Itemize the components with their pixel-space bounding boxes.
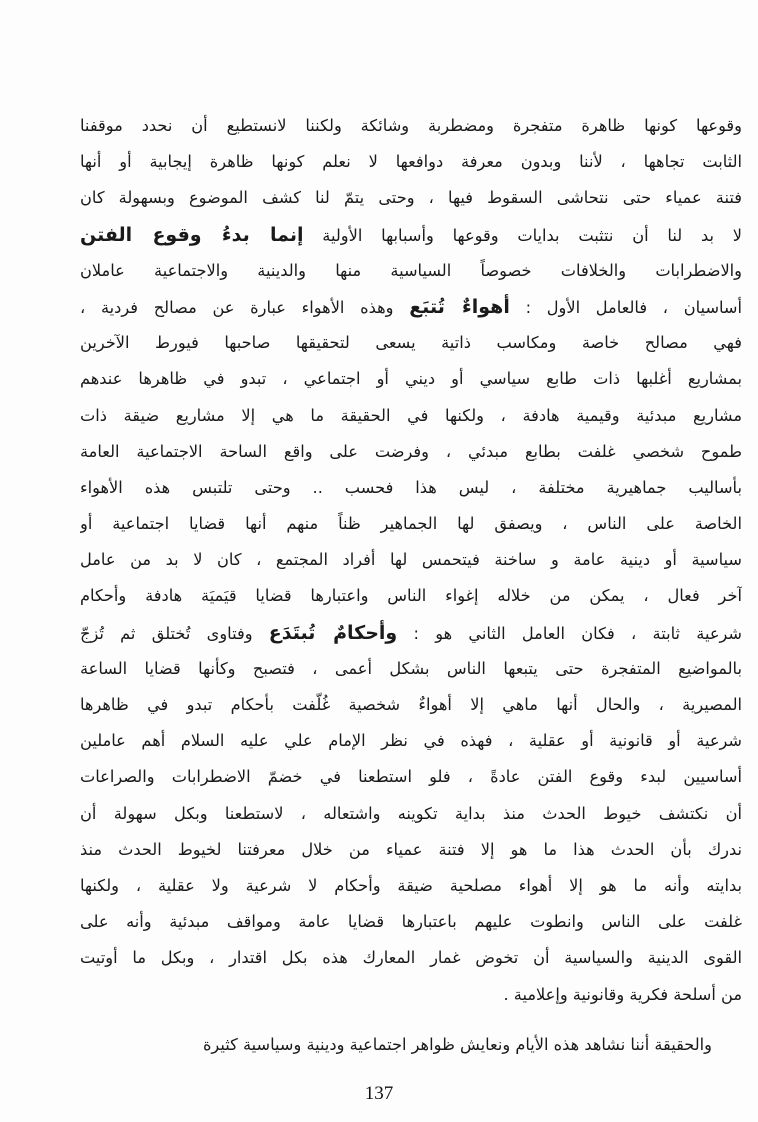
text-line: غلفت على الناس وانطوت عليهم باعتبارها قضايا عامة ومواقف مبدئية وأنه على	[80, 912, 742, 932]
text-line: الثابت تجاهها ، لأننا وبدون معرفة دوافعها لا نعلم كونها ظاهرة إيجابية أو أنها	[80, 152, 742, 172]
text-run: وفتاوى تُختلق ثم تُزجّ	[80, 623, 269, 643]
text-line	[80, 217, 742, 253]
text-line: بالمواضيع المتفجرة حتى يتبعها الناس بشكل أعمى ، فتصبح وكأنها قضايا الساعة	[80, 658, 742, 678]
emphasized-phrase: وأحكامٌ تُبتَدَع	[268, 621, 398, 644]
text-run: وهذه الأهواء عبارة عن مصالح فردية ،	[80, 297, 410, 317]
text-line: أن نكتشف خيوط الحدث منذ بداية تكوينه واشتعاله ، لاستطعنا وبكل سهولة أن	[80, 803, 742, 823]
paragraph	[80, 1027, 742, 1063]
text-run: أساسيان ، فالعامل الأول :	[509, 297, 742, 317]
paragraph	[80, 108, 742, 1013]
text-line: شرعية أو قانونية أو عقلية ، فهذه في نظر الإمام علي عليه السلام أهم عاملين	[80, 731, 742, 751]
text-line: مشاريع مبدئية وقيمية هادفة ، ولكنها في الحقيقة ما هي إلا مشاريع ضيقة ذات	[80, 405, 742, 425]
text-line: بمشاريع أغلبها ذات طابع سياسي أو ديني أو اجتماعي ، تبدو في ظاهرها عندهم	[80, 369, 742, 389]
text-line	[80, 615, 742, 651]
page-body	[80, 108, 742, 1063]
text-line: من أسلحة فكرية وقانونية وإعلامية .	[503, 984, 742, 1004]
text-line: طموح شخصي غلفت بطابع مبدئي ، وفرضت على واقع الساحة الاجتماعية العامة	[80, 441, 742, 461]
text-line: والحقيقة أننا نشاهد هذه الأيام ونعايش ظواهر اجتماعية ودينية وسياسية كثيرة	[202, 1034, 712, 1054]
text-line: سياسية أو دينية عامة و ساخنة فيتحمس لها أفراد المجتمع ، كان لا بد من عامل	[80, 550, 742, 570]
text-line: والاضطرابات والخلافات خصوصاً السياسية منها والدينية والاجتماعية عاملان	[80, 260, 742, 280]
emphasized-phrase: إنما بدءُ وقوع الفتن	[80, 223, 304, 246]
text-line: أساسيين لبدء وقوع الفتن عادةً ، فلو استطعنا في خضمّ الاضطرابات والصراعات	[80, 767, 742, 787]
text-line: بأساليب جماهيرية مختلفة ، ليس هذا فحسب .. وحتى تلتبس هذه الأهواء	[80, 477, 742, 497]
text-line: ندرك بأن الحدث هذا ما هو إلا فتنة عمياء من خلال معرفتنا لخيوط الحدث منذ	[80, 839, 742, 859]
paragraph-gap	[80, 1013, 742, 1027]
text-line: بدايته وأنه ما هو إلا أهواء مصلحية ضيقة وأحكام لا شرعية ولا عقلية ، ولكنها	[80, 875, 742, 895]
text-line: وقوعها كونها ظاهرة متفجرة ومضطربة وشائكة ولكننا لانستطيع أن نحدد موقفنا	[80, 116, 742, 135]
text-run: شرعية ثابتة ، فكان العامل الثاني هو :	[397, 623, 742, 643]
text-line	[80, 289, 742, 325]
text-line: القوى الدينية والسياسية أن تخوض غمار المعارك هذه بكل اقتدار ، وبكل ما أوتيت	[80, 948, 742, 968]
text-line: فتنة عمياء حتى نتحاشى السقوط فيها ، وحتى يتمّ لنا كشف الموضوع وبسهولة كان	[80, 188, 742, 208]
page-number: 137	[364, 1083, 394, 1104]
text-line: فهي مصالح خاصة ومكاسب ذاتية يسعى لتحقيقها صاحبها فيورط الآخرين	[80, 333, 742, 353]
text-run: لا بد لنا أن نتثبت بدايات وقوعها وأسبابها الأولية	[303, 225, 742, 245]
emphasized-phrase: أهواءٌ تُتبَع	[409, 295, 510, 318]
text-line: المصيرية ، والحال أنها ماهي إلا أهواءٌ شخصية غُلّفت بأحكام تبدو في ظاهرها	[80, 695, 742, 714]
text-line: الخاصة على الناس ، ويصفق لها الجماهير ظناً منهم أنها قضايا اجتماعية أو	[80, 514, 742, 534]
text-line: آخر فعال ، يمكن من خلاله إغواء الناس واعتبارها قضايا قيَميَة هادفة وأحكام	[80, 586, 742, 606]
